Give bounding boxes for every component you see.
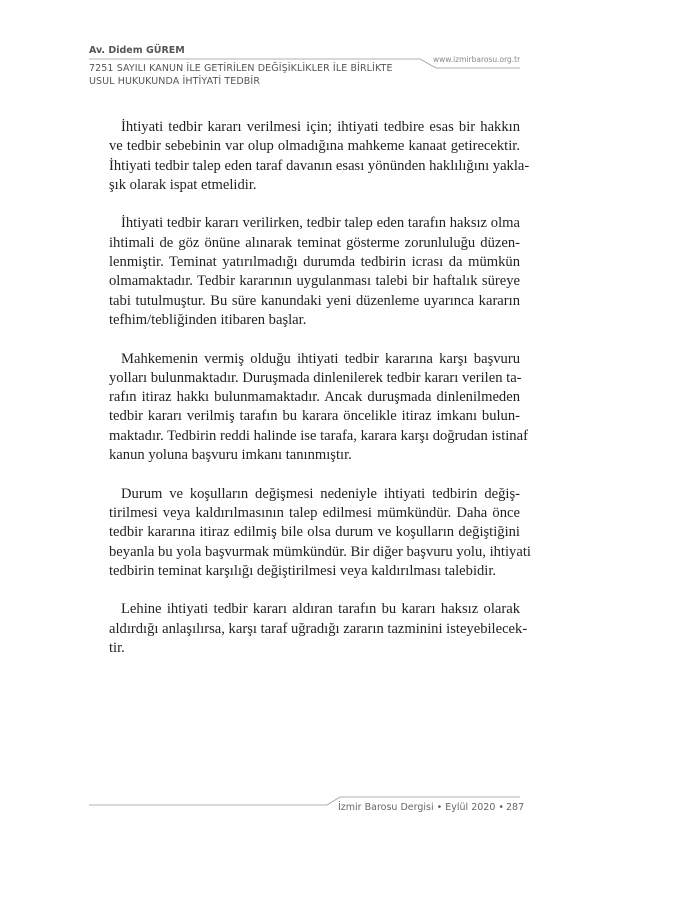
text-line: ihtimali de göz önüne alınarak teminat gösterme zorunluluğu düzen- [109, 234, 520, 251]
text-line: lenmiştir. Teminat yatırılmadığı durumda tedbirin icrası da mümkün [109, 254, 520, 271]
text-line: İhtiyati tedbir kararı verilmesi için; ihtiyati tedbire esas bir hakkın [121, 119, 520, 135]
text-line: Lehine ihtiyati tedbir kararı aldıran tarafın bu kararı haksız olarak [121, 601, 520, 618]
paragraph [109, 350, 528, 466]
text-line: şık olarak ispat etmelidir. [109, 176, 257, 193]
paragraph [109, 485, 531, 581]
text-line: rafın itiraz hakkı bulunmamaktadır. Ancak duruşmada dinlenilmeden [109, 389, 520, 406]
text-line: olmamaktadır. Tedbir kararının uygulanması talebi bir haftalık süreye [109, 273, 520, 290]
text-line: tirilmesi veya kaldırılmasının talep edilmesi mümkündür. Daha önce [109, 504, 520, 521]
text-line: İhtiyati tedbir kararı verilirken, tedbir talep eden tarafın haksız olma [121, 215, 520, 232]
paragraph [109, 214, 520, 330]
text-line: Mahkemenin vermiş olduğu ihtiyati tedbir kararına karşı başvuru [121, 350, 520, 367]
paragraph [109, 118, 530, 195]
text-line: tabi tutulmuştur. Bu süre kanundaki yeni düzenleme uyarınca kararın [109, 292, 520, 309]
paragraph [109, 600, 528, 658]
text-line: beyanla bu yola başvurmak mümkündür. Bir diğer başvuru yolu, ihtiyati [109, 543, 531, 560]
text-line: yolları bulunmaktadır. Duruşmada dinlenilerek tedbir kararı verilen ta- [109, 369, 522, 386]
text-line: kanun yoluna başvuru imkanı tanınmıştır. [109, 447, 352, 464]
text-line: Durum ve koşulların değişmesi nedeniyle ihtiyati tedbirin değiş- [121, 485, 520, 502]
text-line: tedbirin teminat karşılığı değiştirilmesi veya kaldırılması talebidir. [109, 562, 497, 579]
header-author: Av. Didem GÜREM [89, 45, 185, 56]
text-line: İhtiyati tedbir talep eden taraf davanın esası yönünden haklılığını yakla- [109, 157, 530, 174]
header-title-line: 7251 SAYILI KANUN İLE GETİRİLEN DEĞİŞİKLİKLER İLE BİRLİKTE [89, 63, 393, 74]
text-line: tedbir kararı verilmiş tarafın bu karara öncelikle itiraz imkanı bulun- [109, 408, 520, 425]
page-number: 287 [506, 802, 525, 813]
text-line: tir. [109, 640, 125, 657]
text-line: ve tedbir sebebinin var olup olmadığına mahkeme kanaat getirecektir. [109, 138, 520, 155]
header-url: www.izmirbarosu.org.tr [433, 55, 521, 64]
article-body [109, 118, 531, 678]
text-line: aldırdığı anlaşılırsa, karşı taraf uğradığı zararın tazminini isteyebilecek- [109, 620, 528, 637]
text-line: tefhim/tebliğinden itibaren başlar. [109, 311, 307, 328]
header-rule [89, 59, 520, 68]
footer-journal: İzmir Barosu Dergisi • Eylül 2020 • [338, 802, 504, 813]
text-line: maktadır. Tedbirin reddi halinde ise tarafa, karara karşı doğrudan istinaf [109, 427, 528, 444]
text-line: tedbir kararına itiraz edilmiş bile olsa durum ve koşulların değiştiğini [109, 524, 520, 541]
header-title-line: USUL HUKUKUNDA İHTİYATİ TEDBİR [89, 76, 261, 87]
